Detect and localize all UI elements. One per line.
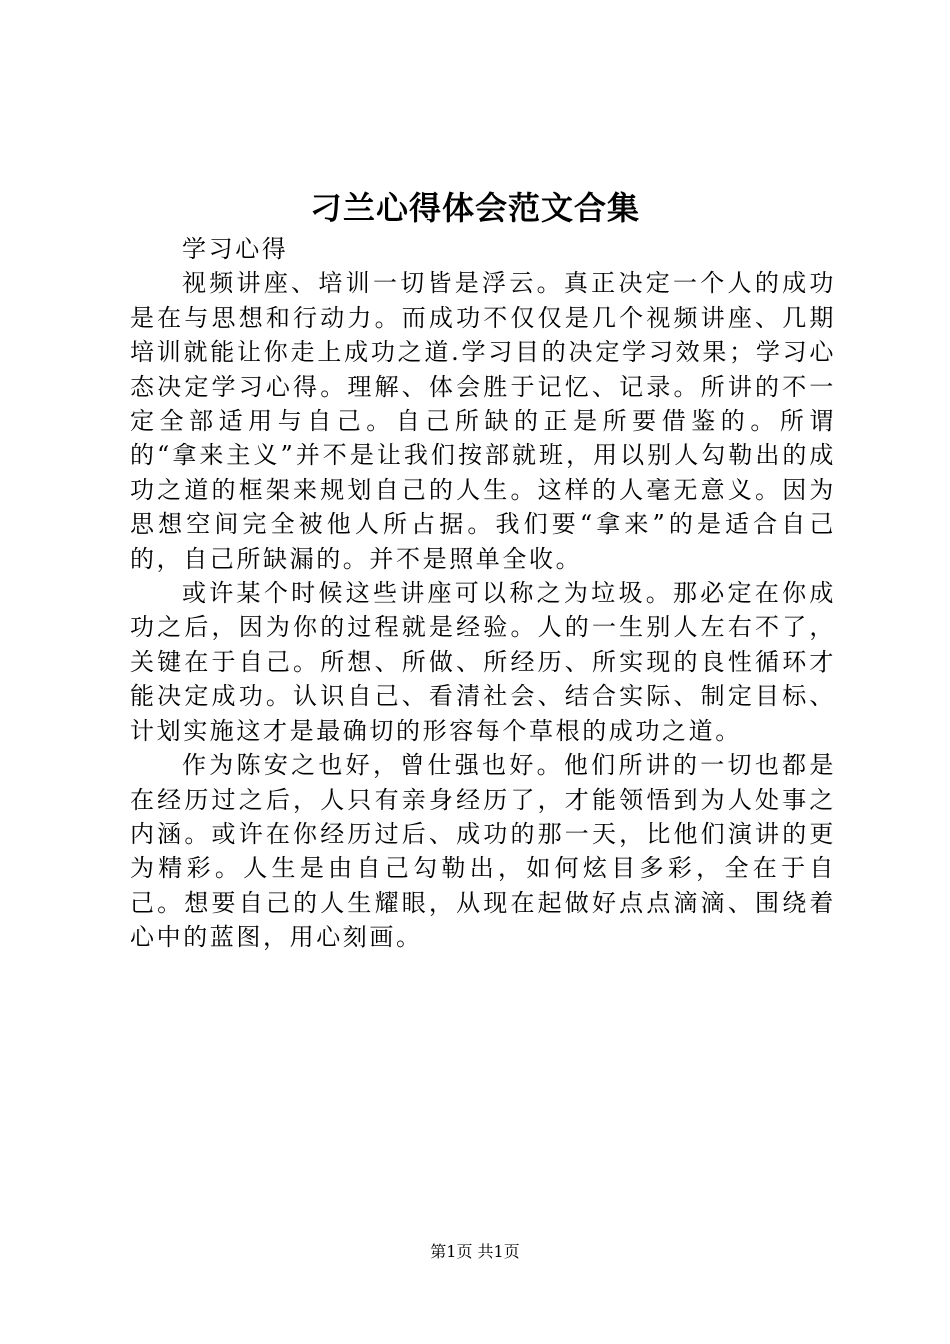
paragraph-2: 或许某个时候这些讲座可以称之为垃圾。那必定在你成功之后，因为你的过程就是经验。人的一生别人左右不了，关键在于自己。所想、所做、所经历、所实现的良性循环才能决定成功。认识自己、看清社会、结合实际、制定目标、计划实施这才是最确切的形容每个草根的成功之道。 <box>130 579 836 745</box>
section-heading: 学习心得 <box>182 235 289 263</box>
document-title: 刁兰心得体会范文合集 <box>309 189 640 227</box>
document-body <box>130 232 836 955</box>
paragraph-3: 作为陈安之也好，曾仕强也好。他们所讲的一切也都是在经历过之后，人只有亲身经历了，才能领悟到为人处事之内涵。或许在你经历过后、成功的那一天，比他们演讲的更为精彩。人生是由自己勾勒出，如何炫目多彩，全在于自己。想要自己的人生耀眼，从现在起做好点点滴滴、围绕着心中的蓝图，用心刻画。 <box>130 751 836 952</box>
paragraph-1: 视频讲座、培训一切皆是浮云。真正决定一个人的成功是在与思想和行动力。而成功不仅仅是几个视频讲座、几期培训就能让你走上成功之道.学习目的决定学习效果；学习心态决定学习心得。理解、体会胜于记忆、记录。所讲的不一定全部适用与自己。自己所缺的正是所要借鉴的。所谓的“拿来主义”并不是让我们按部就班，用以别人勾勒出的成功之道的框架来规划自己的人生。这样的人毫无意义。因为思想空间完全被他人所占据。我们要“拿来”的是适合自己的，自己所缺漏的。并不是照单全收。 <box>130 269 836 573</box>
page-footer: 第1页 共1页 <box>430 1242 520 1261</box>
